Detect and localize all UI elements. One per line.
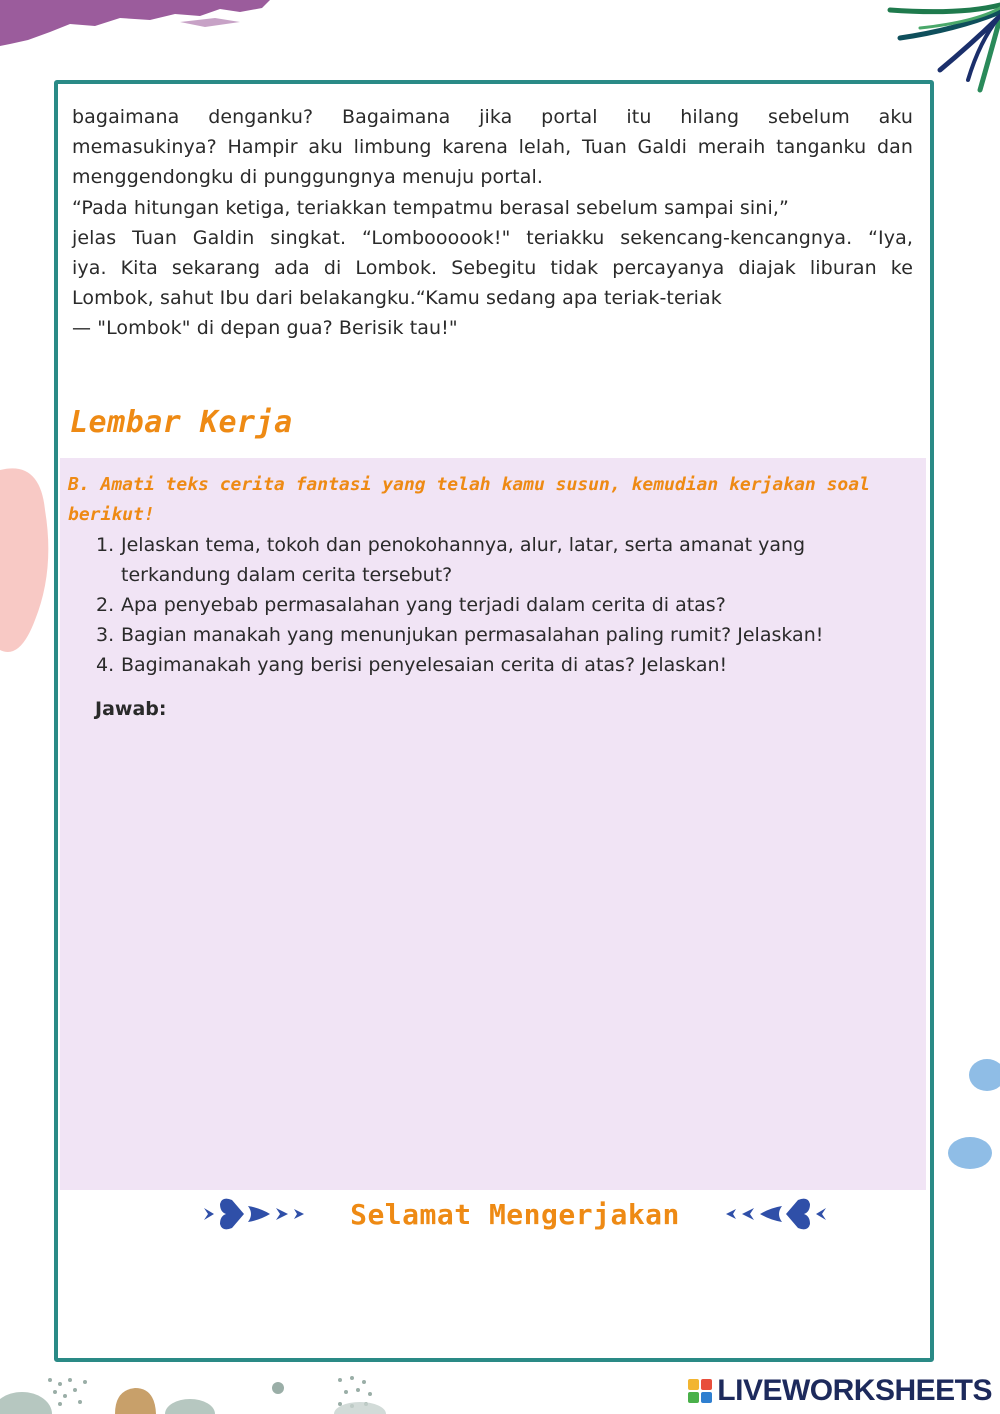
question-item bbox=[96, 620, 896, 650]
question-item bbox=[96, 590, 896, 620]
question-text: Jelaskan tema, tokoh dan penokohannya, alur, latar, serta amanat yang terkandung dalam cerita tersebut? bbox=[121, 534, 806, 586]
story-line: menggendongku di punggungnya menuju portal. bbox=[72, 166, 543, 189]
story-line: bagaimana denganku? Bagaimana jika portal itu hilang sebelum aku bbox=[72, 106, 913, 128]
question-number: 1. bbox=[96, 534, 115, 556]
story-line: Lombok, sahut Ibu dari belakangku.“Kamu sedang apa teriak-teriak bbox=[72, 287, 722, 310]
heart-arrows-right-icon bbox=[200, 1194, 310, 1234]
worksheet-instruction: B. Amati teks cerita fantasi yang telah kamu susun, kemudian kerjakan soal berikut! bbox=[68, 474, 870, 525]
story-line: “Pada hitungan ketiga, teriakkan tempatmu berasal sebelum sampai sini,” bbox=[72, 196, 789, 219]
answer-label: Jawab: bbox=[95, 698, 167, 720]
story-line: memasukinya? Hampir aku limbung karena lelah, Tuan Galdi meraih tanganku dan bbox=[72, 136, 913, 159]
footer-closing bbox=[200, 1190, 830, 1238]
worksheet-heading: Lembar Kerja bbox=[70, 405, 293, 440]
story-line: — "Lombok" di depan gua? Berisik tau!" bbox=[72, 317, 458, 340]
question-item bbox=[96, 530, 896, 590]
question-number: 3. bbox=[96, 624, 115, 646]
closing-text: Selamat Mengerjakan bbox=[350, 1197, 680, 1231]
question-item bbox=[96, 650, 896, 680]
liveworksheets-brand[interactable] bbox=[688, 1374, 992, 1408]
heart-arrows-left-icon bbox=[720, 1194, 830, 1234]
question-list bbox=[96, 530, 896, 680]
blue-blobs bbox=[945, 1050, 1000, 1180]
story-line: jelas Tuan Galdin singkat. “Lomboooook!" teriakku sekencang-kencangnya. “Iya, bbox=[72, 226, 913, 249]
purple-paint-splash bbox=[0, 0, 280, 50]
question-number: 4. bbox=[96, 654, 115, 676]
bottom-dots-decoration bbox=[0, 1370, 420, 1414]
question-text: Apa penyebab permasalahan yang terjadi dalam cerita di atas? bbox=[121, 594, 726, 616]
pink-blob bbox=[0, 450, 60, 670]
question-text: Bagian manakah yang menunjukan permasalahan paling rumit? Jelaskan! bbox=[121, 624, 824, 646]
story-text bbox=[72, 102, 913, 344]
question-number: 2. bbox=[96, 594, 115, 616]
question-text: Bagimanakah yang berisi penyelesaian cerita di atas? Jelaskan! bbox=[121, 654, 728, 676]
story-line: iya. Kita sekarang ada di Lombok. Sebegitu tidak percayanya diajak liburan ke bbox=[72, 257, 913, 280]
brand-name: LIVEWORKSHEETS bbox=[717, 1374, 992, 1407]
liveworksheets-logo-icon bbox=[688, 1379, 712, 1403]
